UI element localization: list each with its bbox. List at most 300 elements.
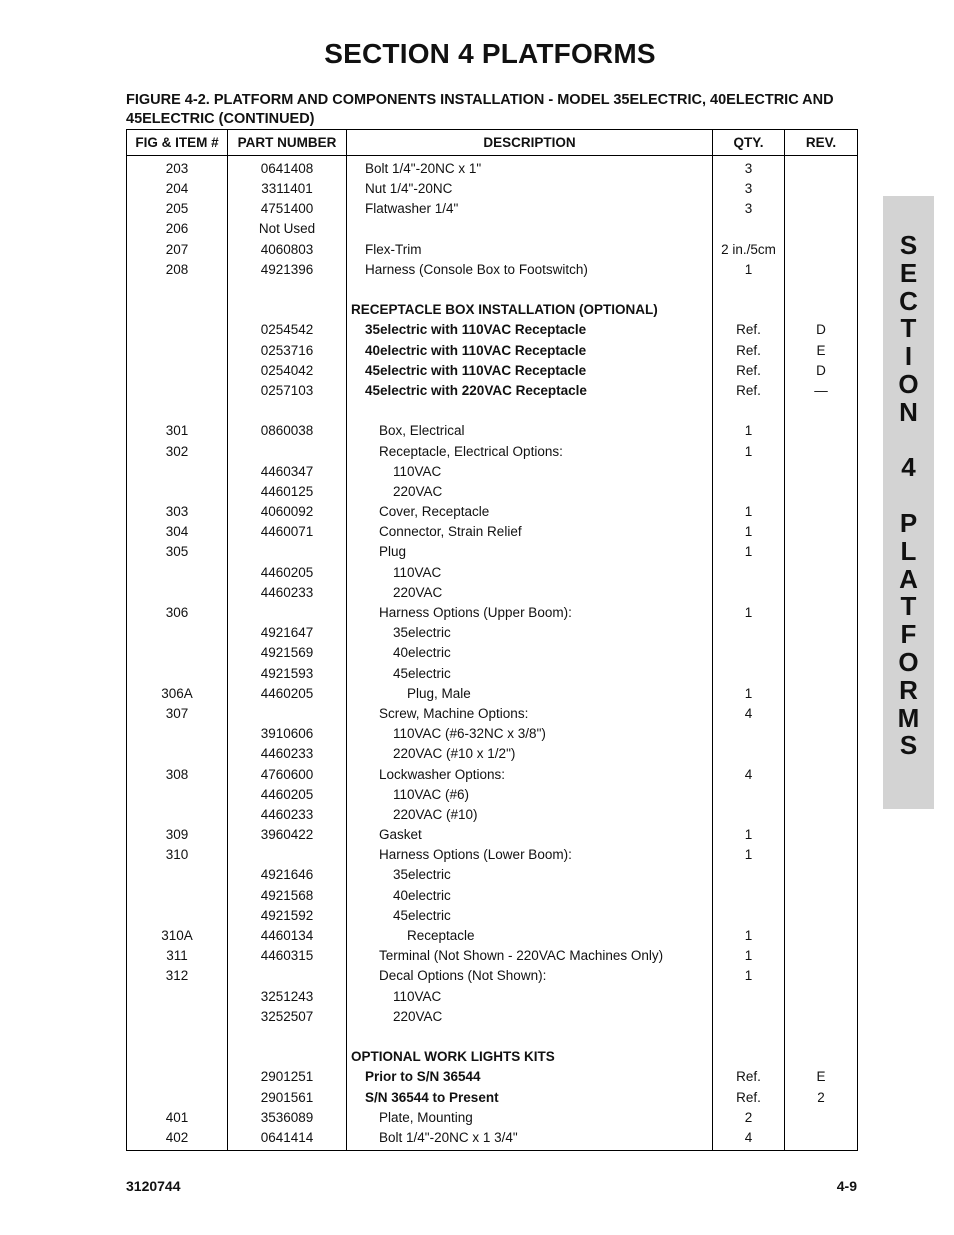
table-row bbox=[127, 664, 858, 684]
fig-item-cell bbox=[127, 320, 228, 340]
qty-cell: 1 bbox=[713, 684, 785, 704]
table-row bbox=[127, 1007, 858, 1027]
fig-item-cell: 206 bbox=[127, 219, 228, 239]
fig-item-cell bbox=[127, 906, 228, 926]
qty-cell bbox=[713, 583, 785, 603]
side-tab-letter: I bbox=[904, 341, 913, 372]
description-cell: Receptacle bbox=[347, 926, 713, 946]
side-tab-letter: C bbox=[899, 285, 918, 316]
description-cell: Terminal (Not Shown - 220VAC Machines Only) bbox=[347, 946, 713, 966]
side-tab-letter: L bbox=[900, 535, 917, 566]
part-number-cell bbox=[228, 704, 347, 724]
table-row bbox=[127, 643, 858, 663]
fig-item-cell bbox=[127, 563, 228, 583]
description-cell: 45electric with 110VAC Receptacle bbox=[347, 361, 713, 381]
fig-item-cell bbox=[127, 744, 228, 764]
qty-cell bbox=[713, 865, 785, 885]
rev-cell: D bbox=[785, 361, 858, 381]
fig-item-cell bbox=[127, 583, 228, 603]
fig-item-cell: 207 bbox=[127, 240, 228, 260]
table-row bbox=[127, 966, 858, 986]
description-cell: 40electric bbox=[347, 886, 713, 906]
fig-item-cell bbox=[127, 643, 228, 663]
qty-cell bbox=[713, 300, 785, 320]
document-number: 3120744 bbox=[126, 1178, 181, 1194]
qty-cell: Ref. bbox=[713, 361, 785, 381]
qty-cell: 1 bbox=[713, 603, 785, 623]
fig-item-cell: 310A bbox=[127, 926, 228, 946]
table-row bbox=[127, 381, 858, 401]
section-title: SECTION 4 PLATFORMS bbox=[324, 38, 656, 69]
part-number-cell: 3251243 bbox=[228, 987, 347, 1007]
fig-item-cell bbox=[127, 361, 228, 381]
description-cell: Plug, Male bbox=[347, 684, 713, 704]
table-row bbox=[127, 361, 858, 381]
table-row bbox=[127, 926, 858, 946]
table-row bbox=[127, 744, 858, 764]
fig-item-cell bbox=[127, 300, 228, 320]
description-cell: 110VAC (#6) bbox=[347, 785, 713, 805]
rev-cell bbox=[785, 199, 858, 219]
qty-cell: 2 bbox=[713, 1108, 785, 1128]
table-row bbox=[127, 219, 858, 239]
description-cell: 45electric bbox=[347, 906, 713, 926]
part-number-cell: 4460233 bbox=[228, 744, 347, 764]
rev-cell bbox=[785, 966, 858, 986]
fig-item-cell bbox=[127, 664, 228, 684]
table-row bbox=[127, 156, 858, 180]
fig-item-cell bbox=[127, 462, 228, 482]
part-number-cell: 3960422 bbox=[228, 825, 347, 845]
rev-cell bbox=[785, 946, 858, 966]
qty-cell bbox=[713, 1027, 785, 1047]
description-cell: OPTIONAL WORK LIGHTS KITS bbox=[347, 1047, 713, 1067]
header-qty: QTY. bbox=[713, 130, 785, 156]
qty-cell: 1 bbox=[713, 260, 785, 280]
table-row bbox=[127, 1027, 858, 1047]
qty-cell: 4 bbox=[713, 704, 785, 724]
header-part-number: PART NUMBER bbox=[228, 130, 347, 156]
part-number-cell: 0254542 bbox=[228, 320, 347, 340]
fig-item-cell bbox=[127, 280, 228, 300]
fig-item-cell bbox=[127, 785, 228, 805]
fig-item-cell: 205 bbox=[127, 199, 228, 219]
qty-cell: 1 bbox=[713, 825, 785, 845]
qty-cell: 1 bbox=[713, 845, 785, 865]
rev-cell: 2 bbox=[785, 1087, 858, 1107]
table-row bbox=[127, 441, 858, 461]
qty-cell bbox=[713, 623, 785, 643]
qty-cell bbox=[713, 280, 785, 300]
rev-cell bbox=[785, 522, 858, 542]
qty-cell: 1 bbox=[713, 421, 785, 441]
part-number-cell: 4460071 bbox=[228, 522, 347, 542]
table-row bbox=[127, 724, 858, 744]
table-row bbox=[127, 320, 858, 340]
side-tab-letter: P bbox=[899, 507, 918, 538]
side-tab-letter: O bbox=[898, 368, 919, 399]
fig-item-cell: 312 bbox=[127, 966, 228, 986]
rev-cell bbox=[785, 724, 858, 744]
description-cell: Cover, Receptacle bbox=[347, 502, 713, 522]
part-number-cell: 4460233 bbox=[228, 805, 347, 825]
fig-item-cell: 307 bbox=[127, 704, 228, 724]
part-number-cell bbox=[228, 603, 347, 623]
rev-cell bbox=[785, 1027, 858, 1047]
fig-item-cell: 306 bbox=[127, 603, 228, 623]
rev-cell bbox=[785, 441, 858, 461]
fig-item-cell: 302 bbox=[127, 441, 228, 461]
table-row bbox=[127, 482, 858, 502]
qty-cell bbox=[713, 462, 785, 482]
table-row bbox=[127, 684, 858, 704]
description-cell: S/N 36544 to Present bbox=[347, 1087, 713, 1107]
rev-cell bbox=[785, 805, 858, 825]
fig-item-cell bbox=[127, 623, 228, 643]
header-rev: REV. bbox=[785, 130, 858, 156]
description-cell: Screw, Machine Options: bbox=[347, 704, 713, 724]
qty-cell: Ref. bbox=[713, 1087, 785, 1107]
fig-item-cell bbox=[127, 1087, 228, 1107]
fig-item-cell: 304 bbox=[127, 522, 228, 542]
rev-cell bbox=[785, 219, 858, 239]
rev-cell bbox=[785, 280, 858, 300]
rev-cell: E bbox=[785, 341, 858, 361]
qty-cell: 1 bbox=[713, 441, 785, 461]
part-number-cell: 4921396 bbox=[228, 260, 347, 280]
part-number-cell: 4921568 bbox=[228, 886, 347, 906]
fig-item-cell: 401 bbox=[127, 1108, 228, 1128]
qty-cell: 4 bbox=[713, 1128, 785, 1151]
part-number-cell: 0641414 bbox=[228, 1128, 347, 1151]
description-cell: 40electric bbox=[347, 643, 713, 663]
parts-table-body bbox=[127, 156, 858, 1151]
qty-cell bbox=[713, 1047, 785, 1067]
part-number-cell: 4460125 bbox=[228, 482, 347, 502]
fig-item-cell bbox=[127, 724, 228, 744]
description-cell: 35electric with 110VAC Receptacle bbox=[347, 320, 713, 340]
part-number-cell: 4460205 bbox=[228, 684, 347, 704]
part-number-cell: 3536089 bbox=[228, 1108, 347, 1128]
qty-cell: Ref. bbox=[713, 381, 785, 401]
qty-cell bbox=[713, 1007, 785, 1027]
qty-cell bbox=[713, 643, 785, 663]
part-number-cell: 4060092 bbox=[228, 502, 347, 522]
qty-cell bbox=[713, 987, 785, 1007]
qty-cell bbox=[713, 482, 785, 502]
description-cell: Nut 1/4"-20NC bbox=[347, 179, 713, 199]
part-number-cell: 4921569 bbox=[228, 643, 347, 663]
description-cell: Bolt 1/4"-20NC x 1" bbox=[347, 156, 713, 180]
description-cell: Harness Options (Upper Boom): bbox=[347, 603, 713, 623]
rev-cell bbox=[785, 825, 858, 845]
table-row bbox=[127, 845, 858, 865]
rev-cell bbox=[785, 260, 858, 280]
fig-item-cell bbox=[127, 1027, 228, 1047]
fig-item-cell: 310 bbox=[127, 845, 228, 865]
part-number-cell: 3252507 bbox=[228, 1007, 347, 1027]
description-cell: 220VAC bbox=[347, 1007, 713, 1027]
description-cell: Flatwasher 1/4" bbox=[347, 199, 713, 219]
description-cell: Gasket bbox=[347, 825, 713, 845]
parts-table bbox=[126, 129, 858, 1151]
section-side-tab bbox=[883, 196, 934, 809]
qty-cell: 1 bbox=[713, 522, 785, 542]
table-row bbox=[127, 946, 858, 966]
header-description: DESCRIPTION bbox=[347, 130, 713, 156]
table-row bbox=[127, 906, 858, 926]
qty-cell: 1 bbox=[713, 542, 785, 562]
fig-item-cell bbox=[127, 1007, 228, 1027]
part-number-cell: 4921593 bbox=[228, 664, 347, 684]
rev-cell bbox=[785, 240, 858, 260]
table-row bbox=[127, 764, 858, 784]
part-number-cell bbox=[228, 1027, 347, 1047]
side-tab-letter: O bbox=[898, 646, 919, 677]
fig-item-cell: 208 bbox=[127, 260, 228, 280]
rev-cell bbox=[785, 845, 858, 865]
fig-item-cell: 203 bbox=[127, 156, 228, 180]
side-tab-label bbox=[883, 232, 934, 760]
description-cell: 110VAC bbox=[347, 987, 713, 1007]
fig-item-cell: 309 bbox=[127, 825, 228, 845]
rev-cell bbox=[785, 156, 858, 180]
part-number-cell: 4921647 bbox=[228, 623, 347, 643]
rev-cell bbox=[785, 623, 858, 643]
part-number-cell: 4460233 bbox=[228, 583, 347, 603]
description-cell: Plug bbox=[347, 542, 713, 562]
part-number-cell: 2901561 bbox=[228, 1087, 347, 1107]
table-row bbox=[127, 462, 858, 482]
side-tab-letter: T bbox=[900, 591, 917, 622]
table-row bbox=[127, 421, 858, 441]
header-fig-item: FIG & ITEM # bbox=[127, 130, 228, 156]
description-cell: 220VAC bbox=[347, 583, 713, 603]
fig-item-cell bbox=[127, 482, 228, 502]
part-number-cell bbox=[228, 401, 347, 421]
description-cell: Harness Options (Lower Boom): bbox=[347, 845, 713, 865]
description-cell bbox=[347, 219, 713, 239]
table-row bbox=[127, 401, 858, 421]
description-cell bbox=[347, 401, 713, 421]
table-row bbox=[127, 240, 858, 260]
qty-cell bbox=[713, 724, 785, 744]
fig-item-cell: 311 bbox=[127, 946, 228, 966]
fig-item-cell bbox=[127, 865, 228, 885]
table-row bbox=[127, 1067, 858, 1087]
fig-item-cell: 305 bbox=[127, 542, 228, 562]
rev-cell bbox=[785, 643, 858, 663]
qty-cell: Ref. bbox=[713, 1067, 785, 1087]
part-number-cell: Not Used bbox=[228, 219, 347, 239]
table-row bbox=[127, 603, 858, 623]
side-tab-letter: M bbox=[897, 702, 920, 733]
fig-item-cell bbox=[127, 1047, 228, 1067]
table-row bbox=[127, 260, 858, 280]
fig-item-cell bbox=[127, 381, 228, 401]
part-number-cell: 4760600 bbox=[228, 764, 347, 784]
part-number-cell: 3910606 bbox=[228, 724, 347, 744]
description-cell: 110VAC bbox=[347, 563, 713, 583]
table-row bbox=[127, 502, 858, 522]
rev-cell bbox=[785, 865, 858, 885]
qty-cell bbox=[713, 664, 785, 684]
part-number-cell: 0860038 bbox=[228, 421, 347, 441]
part-number-cell: 2901251 bbox=[228, 1067, 347, 1087]
qty-cell bbox=[713, 563, 785, 583]
description-cell: 35electric bbox=[347, 865, 713, 885]
description-cell: 45electric bbox=[347, 664, 713, 684]
rev-cell bbox=[785, 179, 858, 199]
fig-item-cell: 308 bbox=[127, 764, 228, 784]
qty-cell: 4 bbox=[713, 764, 785, 784]
part-number-cell bbox=[228, 441, 347, 461]
rev-cell bbox=[785, 785, 858, 805]
description-cell: Harness (Console Box to Footswitch) bbox=[347, 260, 713, 280]
rev-cell bbox=[785, 583, 858, 603]
fig-item-cell bbox=[127, 401, 228, 421]
description-cell: Box, Electrical bbox=[347, 421, 713, 441]
description-cell: 35electric bbox=[347, 623, 713, 643]
page-number: 4-9 bbox=[836, 1178, 857, 1194]
part-number-cell bbox=[228, 280, 347, 300]
qty-cell: 2 in./5cm bbox=[713, 240, 785, 260]
qty-cell: 3 bbox=[713, 179, 785, 199]
fig-item-cell bbox=[127, 886, 228, 906]
rev-cell: E bbox=[785, 1067, 858, 1087]
side-tab-letter: E bbox=[899, 257, 918, 288]
rev-cell bbox=[785, 462, 858, 482]
rev-cell bbox=[785, 1128, 858, 1151]
description-cell: Connector, Strain Relief bbox=[347, 522, 713, 542]
fig-item-cell: 306A bbox=[127, 684, 228, 704]
table-row bbox=[127, 341, 858, 361]
rev-cell bbox=[785, 684, 858, 704]
table-row bbox=[127, 179, 858, 199]
description-cell: 220VAC (#10) bbox=[347, 805, 713, 825]
qty-cell: 3 bbox=[713, 156, 785, 180]
qty-cell: 3 bbox=[713, 199, 785, 219]
part-number-cell bbox=[228, 542, 347, 562]
description-cell: Receptacle, Electrical Options: bbox=[347, 441, 713, 461]
table-row bbox=[127, 805, 858, 825]
rev-cell bbox=[785, 401, 858, 421]
fig-item-cell bbox=[127, 1067, 228, 1087]
part-number-cell: 0257103 bbox=[228, 381, 347, 401]
table-header-row bbox=[127, 130, 858, 156]
fig-item-cell: 303 bbox=[127, 502, 228, 522]
qty-cell: 1 bbox=[713, 926, 785, 946]
rev-cell bbox=[785, 542, 858, 562]
rev-cell bbox=[785, 886, 858, 906]
side-tab-letter: 4 bbox=[901, 452, 916, 483]
qty-cell: Ref. bbox=[713, 320, 785, 340]
rev-cell: — bbox=[785, 381, 858, 401]
description-cell: Decal Options (Not Shown): bbox=[347, 966, 713, 986]
side-tab-letter: A bbox=[899, 563, 918, 594]
part-number-cell: 3311401 bbox=[228, 179, 347, 199]
fig-item-cell: 402 bbox=[127, 1128, 228, 1151]
part-number-cell: 4921646 bbox=[228, 865, 347, 885]
side-tab-letter: F bbox=[900, 619, 917, 650]
part-number-cell: 0253716 bbox=[228, 341, 347, 361]
rev-cell bbox=[785, 502, 858, 522]
description-cell bbox=[347, 280, 713, 300]
rev-cell bbox=[785, 300, 858, 320]
rev-cell bbox=[785, 421, 858, 441]
rev-cell: D bbox=[785, 320, 858, 340]
table-row bbox=[127, 583, 858, 603]
qty-cell: Ref. bbox=[713, 341, 785, 361]
rev-cell bbox=[785, 563, 858, 583]
rev-cell bbox=[785, 987, 858, 1007]
qty-cell bbox=[713, 744, 785, 764]
qty-cell bbox=[713, 219, 785, 239]
table-row bbox=[127, 522, 858, 542]
part-number-cell: 0254042 bbox=[228, 361, 347, 381]
part-number-cell: 0641408 bbox=[228, 156, 347, 180]
qty-cell: 1 bbox=[713, 946, 785, 966]
table-row bbox=[127, 886, 858, 906]
qty-cell: 1 bbox=[713, 502, 785, 522]
table-row bbox=[127, 623, 858, 643]
rev-cell bbox=[785, 603, 858, 623]
side-tab-letter: S bbox=[899, 230, 918, 260]
description-cell: Bolt 1/4"-20NC x 1 3/4" bbox=[347, 1128, 713, 1151]
part-number-cell bbox=[228, 1047, 347, 1067]
part-number-cell: 4460205 bbox=[228, 785, 347, 805]
table-row bbox=[127, 785, 858, 805]
rev-cell bbox=[785, 1007, 858, 1027]
figure-caption: FIGURE 4-2. PLATFORM AND COMPONENTS INSTALLATION - MODEL 35ELECTRIC, 40ELECTRIC AND 45ELECTRIC (CONTINUED) bbox=[126, 92, 834, 127]
rev-cell bbox=[785, 704, 858, 724]
description-cell: 45electric with 220VAC Receptacle bbox=[347, 381, 713, 401]
description-cell: 220VAC bbox=[347, 482, 713, 502]
table-row bbox=[127, 1047, 858, 1067]
table-row bbox=[127, 542, 858, 562]
table-row bbox=[127, 865, 858, 885]
description-cell: Prior to S/N 36544 bbox=[347, 1067, 713, 1087]
description-cell: 220VAC (#10 x 1/2") bbox=[347, 744, 713, 764]
side-tab-letter: R bbox=[899, 674, 918, 705]
qty-cell: 1 bbox=[713, 966, 785, 986]
description-cell bbox=[347, 1027, 713, 1047]
rev-cell bbox=[785, 482, 858, 502]
part-number-cell: 4460347 bbox=[228, 462, 347, 482]
description-cell: 110VAC (#6-32NC x 3/8") bbox=[347, 724, 713, 744]
table-row bbox=[127, 1128, 858, 1151]
table-row bbox=[127, 825, 858, 845]
description-cell: Lockwasher Options: bbox=[347, 764, 713, 784]
table-row bbox=[127, 1087, 858, 1107]
qty-cell bbox=[713, 886, 785, 906]
side-tab-letter: N bbox=[899, 396, 918, 427]
fig-item-cell: 204 bbox=[127, 179, 228, 199]
part-number-cell: 4460315 bbox=[228, 946, 347, 966]
part-number-cell bbox=[228, 300, 347, 320]
qty-cell bbox=[713, 401, 785, 421]
rev-cell bbox=[785, 1108, 858, 1128]
fig-item-cell bbox=[127, 805, 228, 825]
part-number-cell: 4921592 bbox=[228, 906, 347, 926]
part-number-cell bbox=[228, 966, 347, 986]
part-number-cell: 4460134 bbox=[228, 926, 347, 946]
rev-cell bbox=[785, 1047, 858, 1067]
rev-cell bbox=[785, 664, 858, 684]
rev-cell bbox=[785, 926, 858, 946]
table-row bbox=[127, 704, 858, 724]
side-tab-letter: T bbox=[900, 313, 917, 344]
